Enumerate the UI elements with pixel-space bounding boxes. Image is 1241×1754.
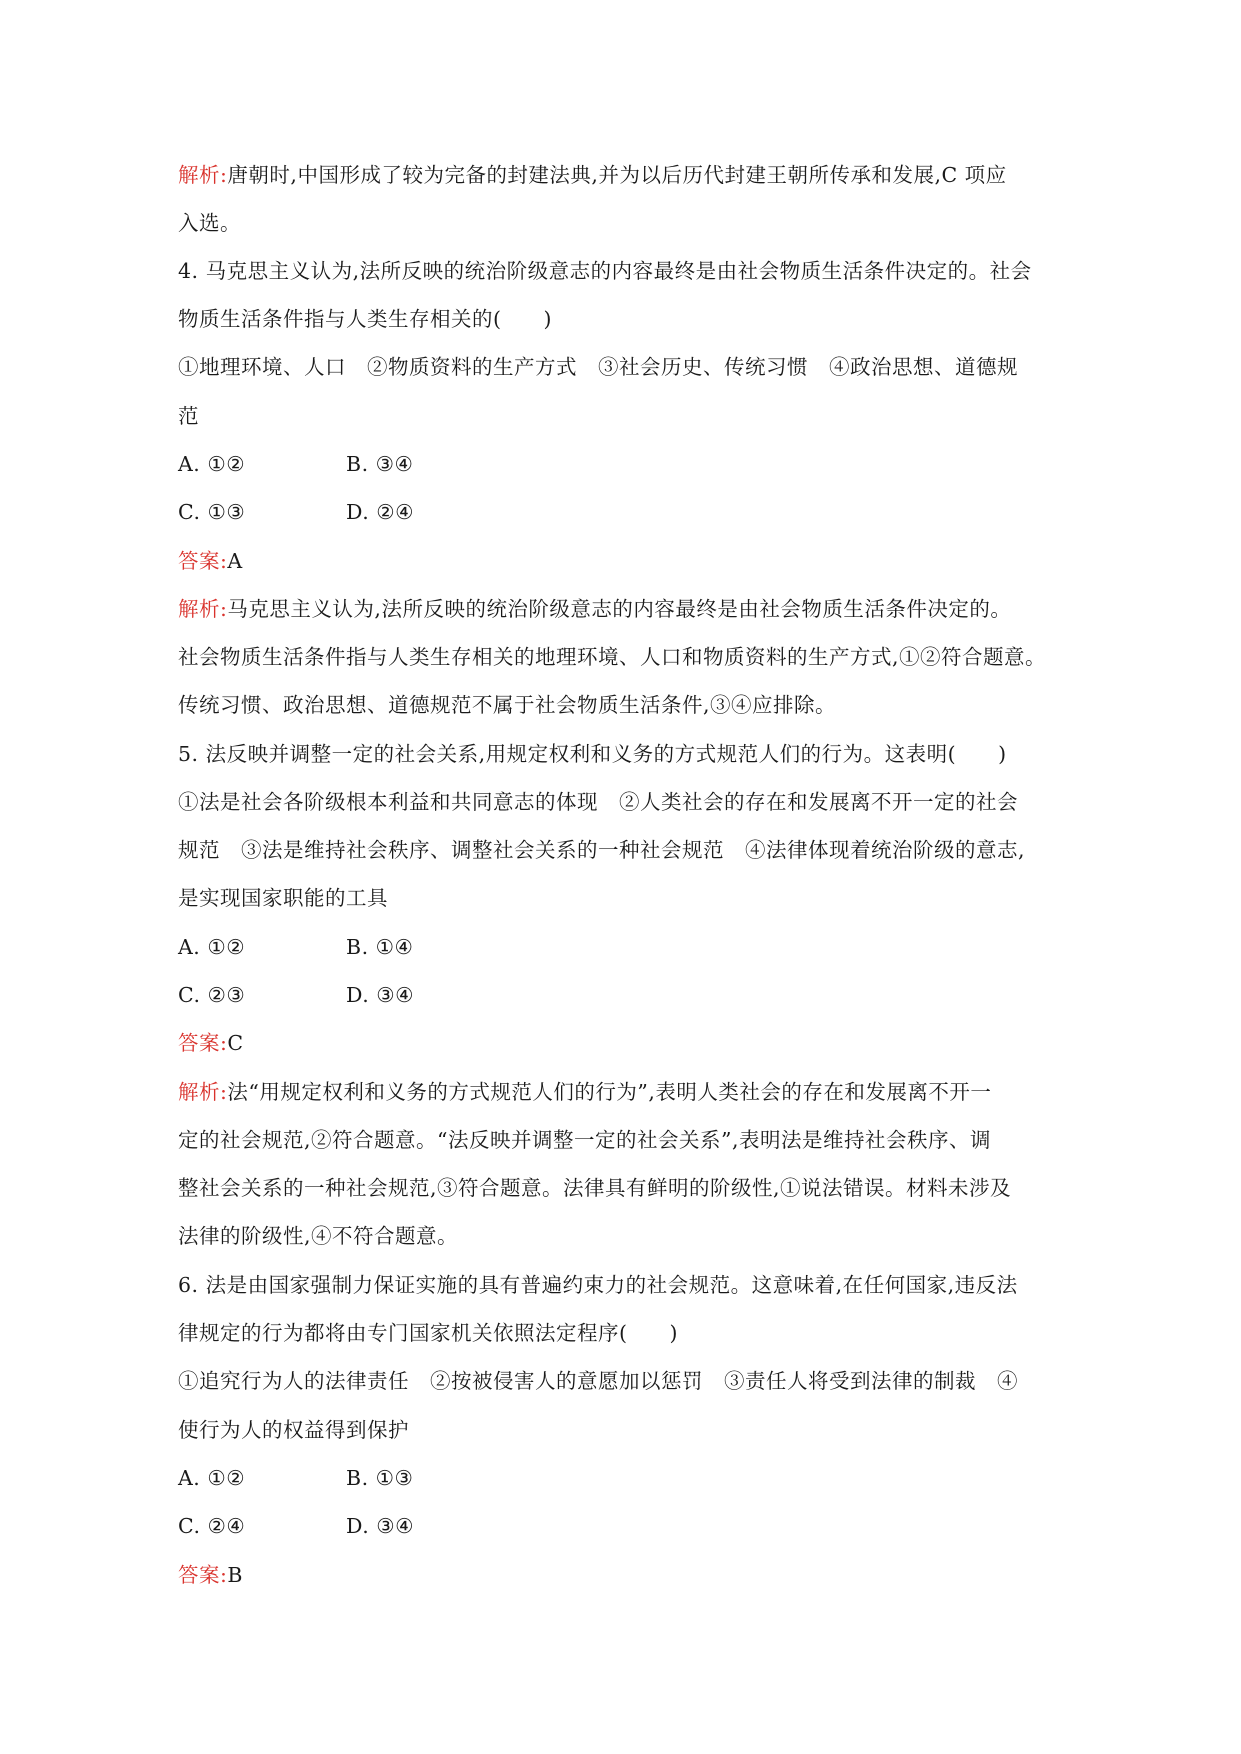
statement-line: 使行为人的权益得到保护 <box>178 1418 409 1442</box>
option-d: D. ③④ <box>346 1514 414 1538</box>
option-a: A. ①② <box>178 935 246 959</box>
analysis-line: 入选。 <box>178 211 241 235</box>
option-row <box>178 933 414 961</box>
statement-line: ①法是社会各阶级根本利益和共同意志的体现 ②人类社会的存在和发展离不开一定的社会 <box>178 790 1018 814</box>
option-c: C. ②③ <box>178 983 246 1007</box>
answer-label: 答案: <box>178 549 228 573</box>
analysis-text: 唐朝时,中国形成了较为完备的封建法典,并为以后历代封建王朝所传承和发展,C 项应 <box>227 163 1007 187</box>
option-c: C. ②④ <box>178 1514 246 1538</box>
option-c: C. ①③ <box>178 500 246 524</box>
analysis-label: 解析: <box>178 1080 228 1104</box>
answer-value: B <box>227 1563 243 1587</box>
answer-label: 答案: <box>178 1563 228 1587</box>
statement-line: ①地理环境、人口 ②物质资料的生产方式 ③社会历史、传统习惯 ④政治思想、道德规 <box>178 355 1018 379</box>
analysis-line: 整社会关系的一种社会规范,③符合题意。法律具有鲜明的阶级性,①说法错误。材料未涉及 <box>178 1176 1012 1200</box>
option-row <box>178 450 414 478</box>
analysis-line: 传统习惯、政治思想、道德规范不属于社会物质生活条件,③④应排除。 <box>178 693 837 717</box>
option-row <box>178 498 414 526</box>
question-stem: 物质生活条件指与人类生存相关的( ) <box>178 307 552 331</box>
option-row <box>178 981 414 1009</box>
option-d: D. ②④ <box>346 500 414 524</box>
statement-line: 是实现国家职能的工具 <box>178 886 388 910</box>
statement-line: ①追究行为人的法律责任 ②按被侵害人的意愿加以惩罚 ③责任人将受到法律的制裁 ④ <box>178 1369 1018 1393</box>
option-a: A. ①② <box>178 452 246 476</box>
analysis-text: 法“用规定权利和义务的方式规范人们的行为”,表明人类社会的存在和发展离不开一 <box>227 1080 992 1104</box>
answer-line <box>178 1029 244 1057</box>
option-d: D. ③④ <box>346 983 414 1007</box>
answer-line <box>178 1561 243 1589</box>
analysis-line: 法律的阶级性,④不符合题意。 <box>178 1224 459 1248</box>
option-a: A. ①② <box>178 1466 246 1490</box>
analysis-line <box>178 595 1011 623</box>
statement-line: 规范 ③法是维持社会秩序、调整社会关系的一种社会规范 ④法律体现着统治阶级的意志, <box>178 838 1026 862</box>
statement-line: 范 <box>178 404 199 428</box>
question-stem: 律规定的行为都将由专门国家机关依照法定程序( ) <box>178 1321 678 1345</box>
option-b: B. ③④ <box>346 452 414 476</box>
analysis-line: 社会物质生活条件指与人类生存相关的地理环境、人口和物质资料的生产方式,①②符合题意。 <box>178 645 1047 669</box>
option-b: B. ①③ <box>346 1466 414 1490</box>
answer-line <box>178 547 243 575</box>
analysis-text: 马克思主义认为,法所反映的统治阶级意志的内容最终是由社会物质生活条件决定的。 <box>227 597 1012 621</box>
option-b: B. ①④ <box>346 935 414 959</box>
analysis-line: 定的社会规范,②符合题意。“法反映并调整一定的社会关系”,表明法是维持社会秩序、调 <box>178 1128 991 1152</box>
question-stem: 6. 法是由国家强制力保证实施的具有普遍约束力的社会规范。这意味着,在任何国家,违反法 <box>178 1273 1018 1297</box>
analysis-line <box>178 161 1007 189</box>
question-stem: 4. 马克思主义认为,法所反映的统治阶级意志的内容最终是由社会物质生活条件决定的。社会 <box>178 259 1032 283</box>
analysis-label: 解析: <box>178 597 228 621</box>
option-row <box>178 1464 414 1492</box>
answer-label: 答案: <box>178 1031 228 1055</box>
analysis-label: 解析: <box>178 163 228 187</box>
analysis-line <box>178 1078 991 1106</box>
answer-value: C <box>227 1031 244 1055</box>
question-stem: 5. 法反映并调整一定的社会关系,用规定权利和义务的方式规范人们的行为。这表明( ) <box>178 742 1007 766</box>
answer-value: A <box>227 549 243 573</box>
option-row <box>178 1512 414 1540</box>
